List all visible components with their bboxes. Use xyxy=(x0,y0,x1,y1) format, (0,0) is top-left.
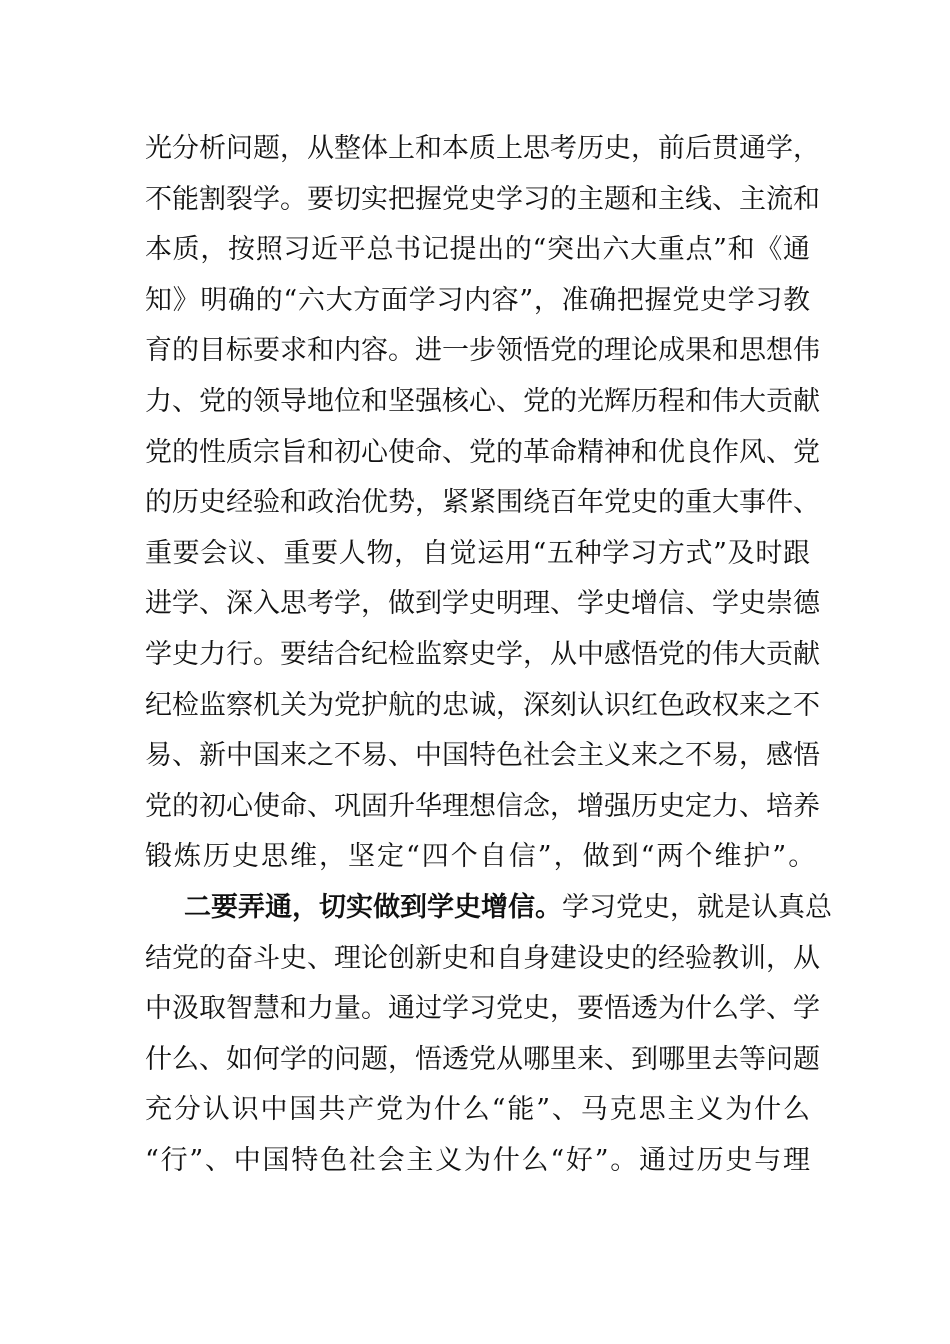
text-line: 光分析问题，从整体上和本质上思考历史，前后贯通学， xyxy=(145,133,820,164)
text-line: 中汲取智慧和力量。通过学习党史，要悟透为什么学、学 xyxy=(145,993,820,1025)
text-line: 育的目标要求和内容。进一步领悟党的理论成果和思想伟 xyxy=(145,335,820,367)
paragraph-2-first-line xyxy=(145,883,832,934)
text-line: 结党的奋斗史、理论创新史和自身建设史的经验教训，从 xyxy=(145,942,820,974)
document-body xyxy=(145,124,832,1186)
paragraph-2 xyxy=(145,883,832,1187)
text-line: 学史力行。要结合纪检监察史学，从中感悟党的伟大贡献 xyxy=(145,638,820,670)
text-line: “行”、中国特色社会主义为什么“好”。通过历史与理 xyxy=(145,1144,810,1176)
text-line: 进学、深入思考学，做到学史明理、学史增信、学史崇德 xyxy=(145,588,820,620)
text-line: 重要会议、重要人物，自觉运用“五种学习方式”及时跟 xyxy=(145,537,810,569)
text-line: 党的初心使命、巩固升华理想信念，增强历史定力、培养 xyxy=(145,790,820,822)
text-line: 锻炼历史思维，坚定“四个自信”，做到“两个维护”。 xyxy=(145,841,818,873)
text-line: 易、新中国来之不易、中国特色社会主义来之不易，感悟 xyxy=(145,740,820,772)
paragraph-heading: 二要弄通，切实做到学史增信。 xyxy=(184,891,562,923)
heading-line-text: 学习党史，就是认真总 xyxy=(562,891,832,923)
paragraph-1 xyxy=(145,124,820,883)
text-line: 的历史经验和政治优势，紧紧围绕百年党史的重大事件、 xyxy=(145,487,820,519)
text-line: 不能割裂学。要切实把握党史学习的主题和主线、主流和 xyxy=(145,183,820,215)
text-line: 充分认识中国共产党为什么“能”、马克思主义为什么 xyxy=(145,1094,810,1126)
text-line: 力、党的领导地位和坚强核心、党的光辉历程和伟大贡献 xyxy=(145,385,820,417)
text-line: 知》明确的“六大方面学习内容”，准确把握党史学习教 xyxy=(145,284,810,316)
text-line: 什么、如何学的问题，悟透党从哪里来、到哪里去等问题 xyxy=(145,1043,820,1075)
text-line: 本质，按照习近平总书记提出的“突出六大重点”和《通 xyxy=(145,234,810,266)
text-line: 党的性质宗旨和初心使命、党的革命精神和优良作风、党 xyxy=(145,436,820,468)
text-line: 纪检监察机关为党护航的忠诚，深刻认识红色政权来之不 xyxy=(145,689,820,721)
